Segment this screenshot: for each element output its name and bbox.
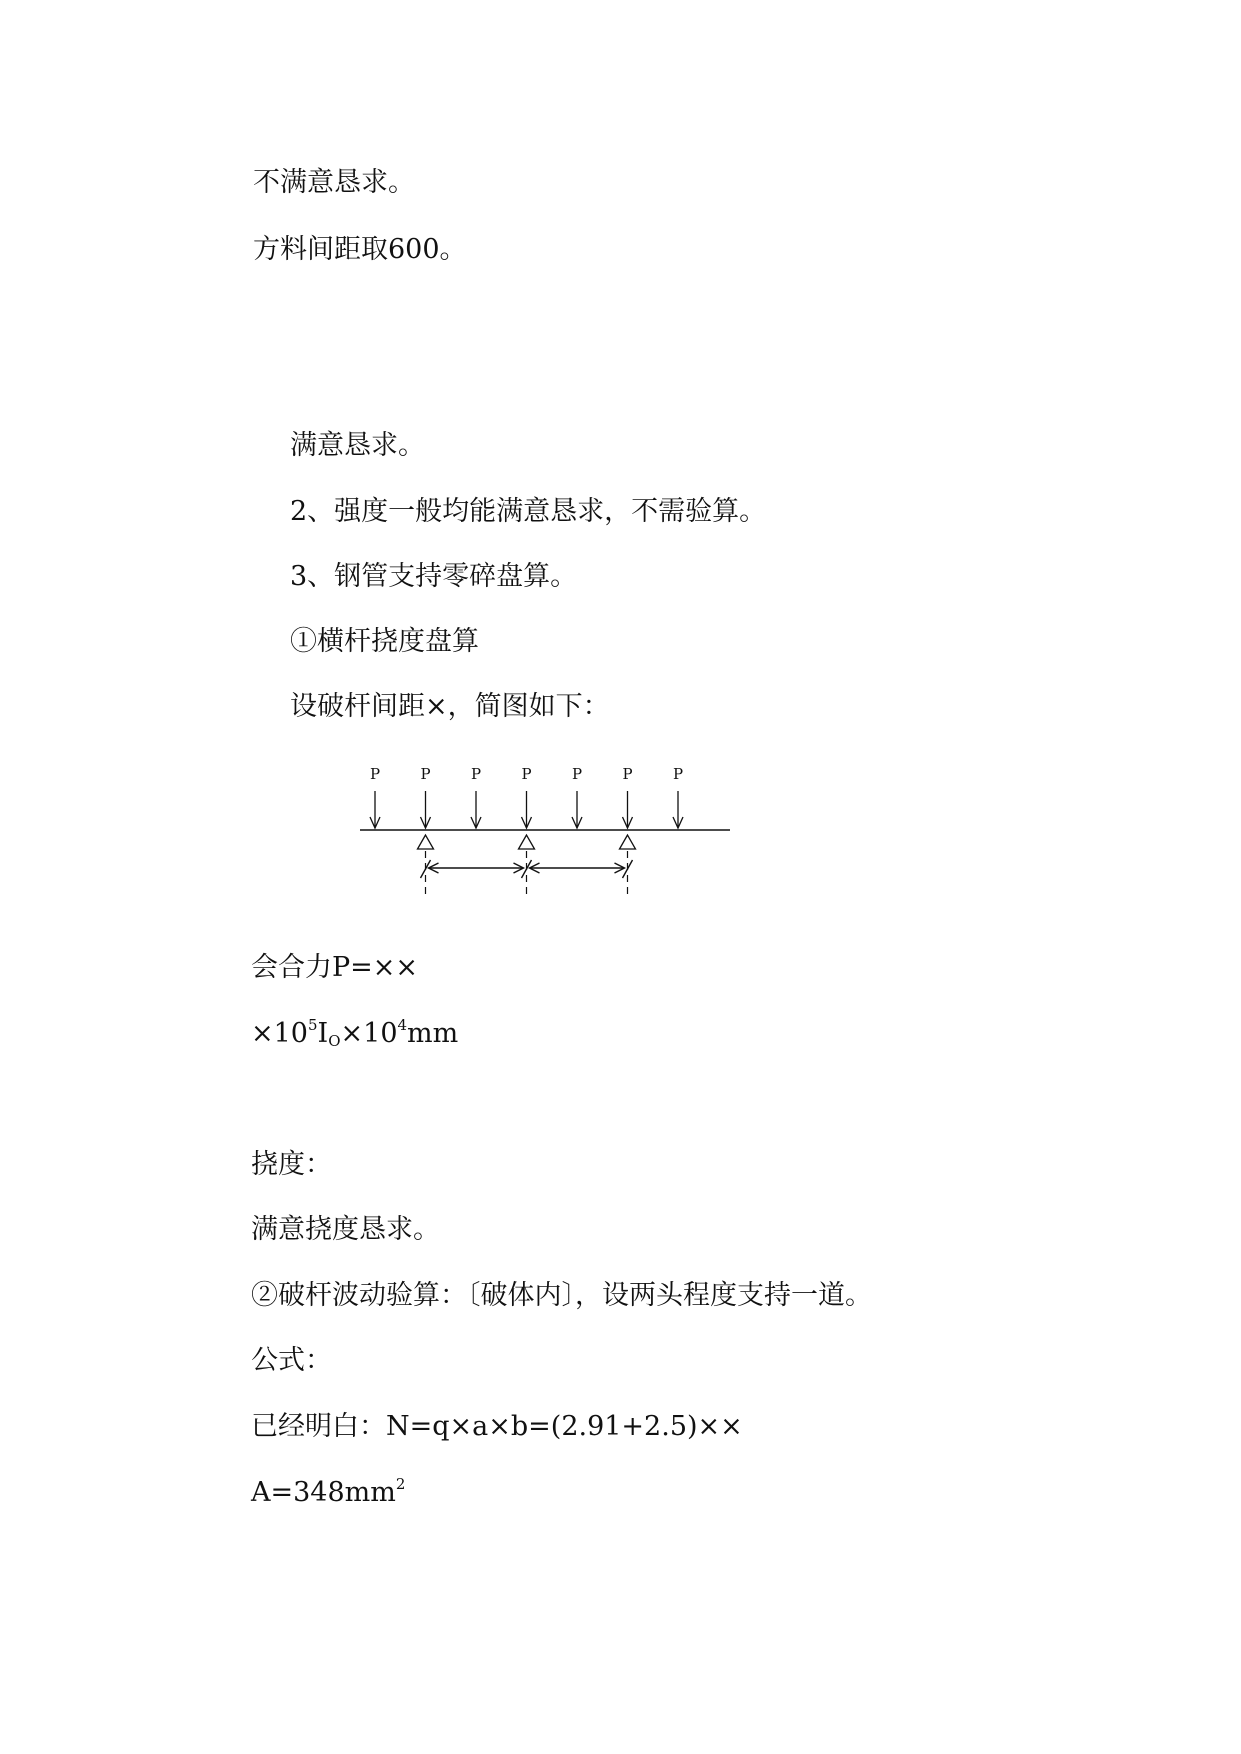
- support-triangle: [620, 835, 636, 849]
- text-line: 设破杆间距×，简图如下：: [290, 691, 610, 722]
- formula-part: ×10: [340, 1018, 398, 1049]
- text-line: 满意恳求。: [290, 430, 425, 461]
- text-line: 挠度：: [251, 1149, 332, 1180]
- text-line: 公式：: [251, 1345, 332, 1376]
- support-triangle: [418, 835, 434, 849]
- load-arrows: [370, 765, 683, 828]
- formula-line: [251, 1017, 458, 1051]
- superscript: 4: [397, 1016, 408, 1034]
- text-line: 已经明白：N=q×a×b=(2.91+2.5)××: [251, 1411, 743, 1442]
- load-label: P: [521, 765, 532, 783]
- formula-part: ×10: [251, 1018, 308, 1049]
- text-line: 方料间距取600。: [253, 234, 467, 265]
- formula-part: mm: [407, 1018, 459, 1049]
- load-label: P: [420, 765, 431, 783]
- section-heading: ②破杆波动验算：〔破体内〕，设两头程度支持一道。: [251, 1280, 872, 1311]
- text-line: 2、强度一般均能满意恳求，不需验算。: [290, 496, 767, 527]
- load-label: P: [470, 765, 482, 783]
- text-line: 不满意恳求。: [253, 167, 415, 198]
- text-line: 满意挠度恳求。: [251, 1214, 440, 1245]
- dimension-lines: [421, 851, 633, 897]
- load-label: P: [622, 765, 633, 783]
- beam-diagram: [350, 765, 750, 925]
- text-line: 会合力P=××: [251, 952, 419, 983]
- formula-line: [251, 1476, 405, 1510]
- formula-part: I: [317, 1018, 329, 1049]
- formula-part: A=348mm: [251, 1477, 396, 1508]
- supports: [418, 835, 636, 849]
- load-label: P: [571, 765, 583, 783]
- section-heading: ①横杆挠度盘算: [290, 626, 479, 657]
- subscript: O: [328, 1032, 341, 1050]
- superscript: 5: [307, 1016, 318, 1034]
- load-label: P: [672, 765, 684, 783]
- support-triangle: [519, 835, 535, 849]
- text-line: 3、钢管支持零碎盘算。: [290, 561, 578, 592]
- superscript: 2: [395, 1475, 406, 1493]
- load-label: P: [369, 765, 381, 783]
